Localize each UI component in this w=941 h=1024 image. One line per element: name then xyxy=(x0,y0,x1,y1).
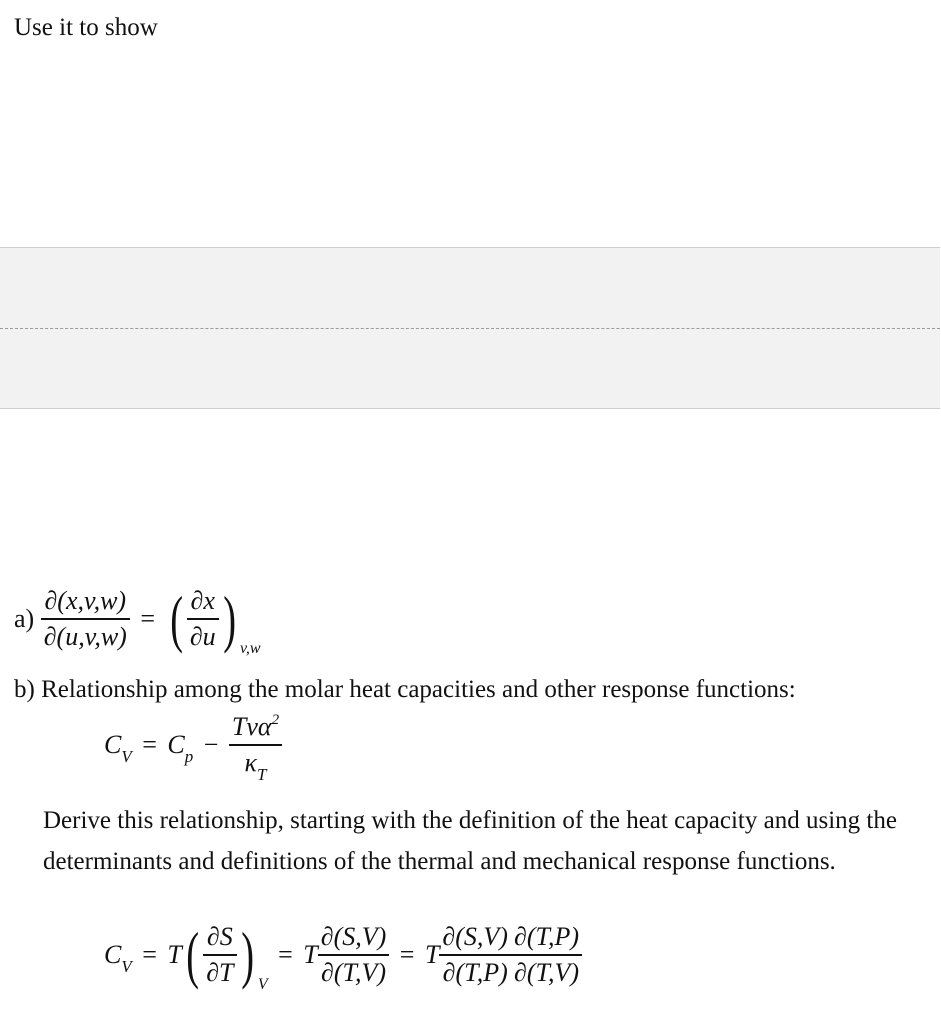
right-paren: ) xyxy=(222,583,236,654)
derivation-partial-sub: V xyxy=(257,976,268,993)
part-a-lhs-denominator: ∂(u,v,w) xyxy=(43,622,127,651)
derivation-jacobian-2 xyxy=(439,922,511,988)
jacobian-2-den: ∂(T,P) xyxy=(442,958,508,987)
part-b-numerator: Tvα$^2$ xyxy=(229,712,282,746)
part-b-equals: = xyxy=(142,730,157,759)
part-a-rhs-subscript: v,w xyxy=(239,640,261,657)
part-a-rhs-denominator: ∂u xyxy=(189,622,216,651)
derivation-partial-den: ∂T xyxy=(206,958,234,987)
part-a-rhs-numerator: ∂x xyxy=(187,586,219,620)
part-a-equals: = xyxy=(140,604,155,633)
part-a-label: a) xyxy=(14,604,35,633)
part-a-lhs-numerator: ∂(x,v,w) xyxy=(41,586,130,620)
derivation-t-2: T xyxy=(303,940,318,969)
derivation-right-paren: ) xyxy=(240,919,254,990)
derivation-equals-2: = xyxy=(278,940,293,969)
derivation-left-paren: ( xyxy=(186,919,199,990)
derivation-jacobian-1 xyxy=(318,922,390,988)
jacobian-3-num: ∂(T,P) xyxy=(511,922,582,956)
derivation-t-1: T xyxy=(167,940,182,969)
derivation-equation xyxy=(104,919,582,993)
jacobian-1-den: ∂(T,V) xyxy=(320,958,387,987)
derivation-jacobian-3 xyxy=(511,922,582,988)
derivation-equals-1: = xyxy=(142,940,157,969)
answer-box[interactable] xyxy=(0,247,940,409)
part-b-heading: b) Relationship among the molar heat capacities and other response functions: xyxy=(14,676,796,703)
part-b-denominator: $\kappa_T$ xyxy=(244,748,267,784)
left-paren: ( xyxy=(169,583,183,654)
part-b-minus: − xyxy=(203,730,219,759)
derivation-cv: $C_V$ xyxy=(104,940,132,976)
answer-box-divider xyxy=(0,328,940,329)
jacobian-1-num: ∂(S,V) xyxy=(318,922,390,956)
intro-text: Use it to show xyxy=(14,14,158,41)
cp-symbol: $C_p$ xyxy=(167,730,194,766)
part-a-lhs-fraction xyxy=(41,586,130,652)
jacobian-3-den: ∂(T,V) xyxy=(513,958,580,987)
part-a-rhs-fraction xyxy=(187,586,219,652)
cv-symbol: $C_V$ xyxy=(104,730,132,766)
derivation-partial-fraction xyxy=(203,922,236,988)
part-b-equation xyxy=(104,712,282,784)
derivation-partial-num: ∂S xyxy=(203,922,236,956)
derivation-equals-3: = xyxy=(399,940,415,969)
jacobian-2-num: ∂(S,V) xyxy=(439,922,511,956)
part-b-instructions: Derive this relationship, starting with the definition of the heat capacity and using the determinants and definitions of the thermal and mechanical response functions. xyxy=(43,807,897,875)
part-a-equation xyxy=(14,583,261,657)
part-b-fraction xyxy=(229,712,282,784)
derivation-t-3: T xyxy=(424,940,440,969)
